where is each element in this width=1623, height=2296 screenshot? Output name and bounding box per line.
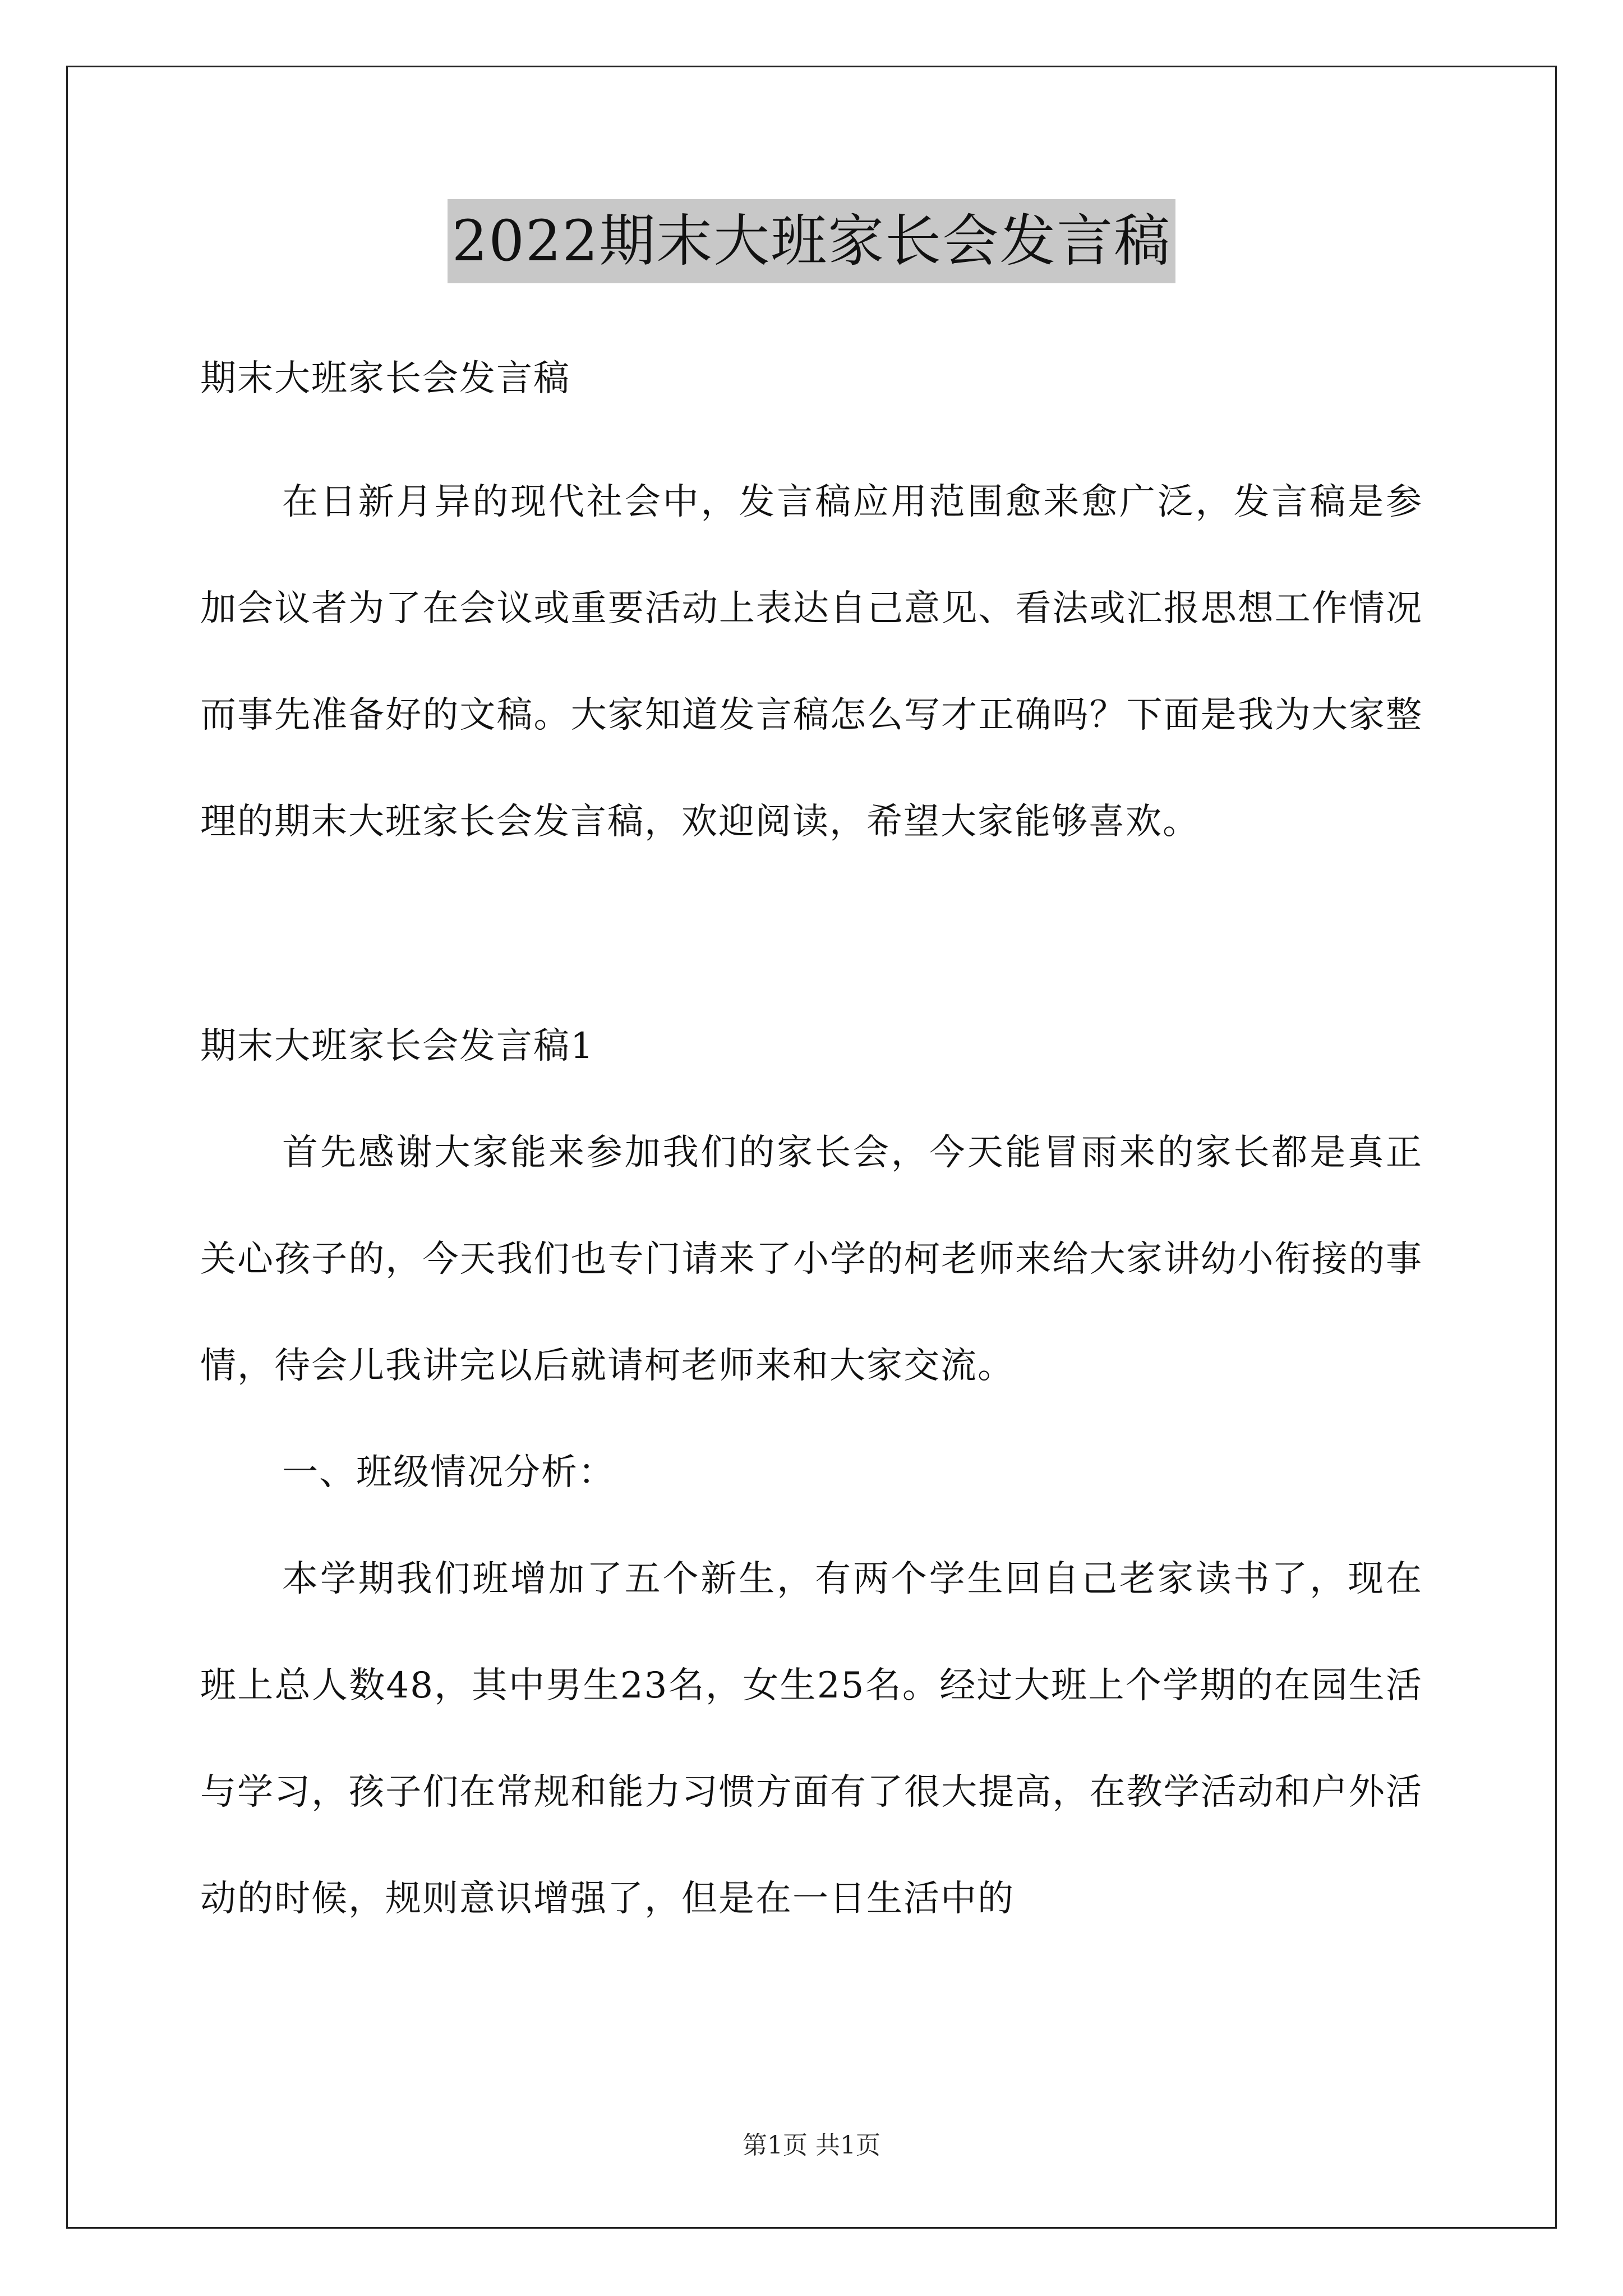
- section-spacer: [200, 875, 1423, 993]
- title-container: [0, 199, 1623, 283]
- section-subheading: 一、班级情况分析：: [282, 1452, 615, 1493]
- intro-paragraph: 在日新月异的现代社会中，发言稿应用范围愈来愈广泛，发言稿是参加会议者为了在会议或重要活动上表达自己意见、看法或汇报思想工作情况而事先准备好的文稿。大家知道发言稿怎么写才正确吗？下面是我为大家整理的期末大班家长会发言稿，欢迎阅读，希望大家能够喜欢。: [200, 481, 1423, 843]
- document-title: 2022期末大班家长会发言稿: [448, 199, 1176, 283]
- section-paragraph-1: 首先感谢大家能来参加我们的家长会，今天能冒雨来的家长都是真正关心孩子的，今天我们也专门请来了小学的柯老师来给大家讲幼小衔接的事情，待会儿我讲完以后就请柯老师来和大家交流。: [200, 1132, 1423, 1387]
- document-body: [200, 303, 1423, 1952]
- section-paragraph-2: 本学期我们班增加了五个新生，有两个学生回自己老家读书了，现在班上总人数48，其中男生23名，女生25名。经过大班上个学期的在园生活与学习，孩子们在常规和能力习惯方面有了很大提高，在教学活动和户外活动的时候，规则意识增强了，但是在一日生活中的: [200, 1558, 1423, 1920]
- document-subtitle: 期末大班家长会发言稿: [200, 358, 570, 399]
- section-heading: 期末大班家长会发言稿1: [200, 1025, 594, 1067]
- page-footer: 第1页 共1页: [743, 2131, 880, 2160]
